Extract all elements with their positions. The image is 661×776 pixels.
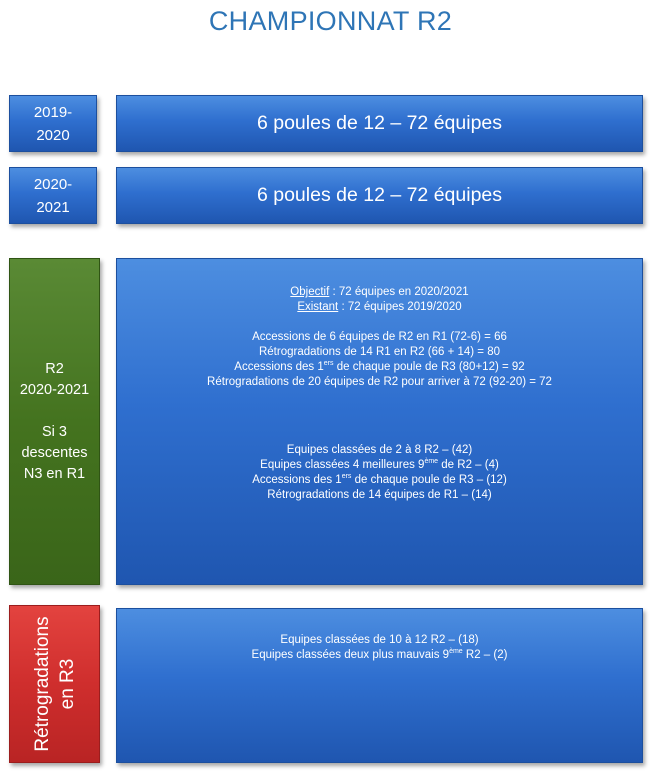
poules-text: 6 poules de 12 – 72 équipes <box>256 112 503 134</box>
retro-r1-r2-line: Rétrogradations de 14 R1 en R2 (66 + 14) = 80 <box>258 346 501 358</box>
page-title: CHAMPIONNAT R2 <box>208 6 453 36</box>
r2-scenario-label-box <box>9 258 100 585</box>
label-line: R2 <box>45 360 64 377</box>
existant-line <box>297 300 461 315</box>
objectif-line <box>290 285 468 300</box>
classees-2-8-line: Equipes classées de 2 à 8 R2 – (42) <box>286 444 473 456</box>
poules-text: 6 poules de 12 – 72 équipes <box>256 184 503 206</box>
year-line: 2019- <box>33 103 73 121</box>
retro-20-line: Rétrogradations de 20 équipes de R2 pour arriver à 72 (92-20) = 72 <box>207 376 552 388</box>
year-box-2020-2021 <box>9 167 97 224</box>
acc-r3-line: Accessions des 1ers de chaque poule de R3 – (12) <box>252 473 507 486</box>
year-line: 2020 <box>36 126 70 144</box>
retro-14-r1-line: Rétrogradations de 14 équipes de R1 – (14) <box>267 489 492 501</box>
accessions-r3-line: Accessions des 1ers de chaque poule de R3 (80+12) = 92 <box>234 360 525 373</box>
objectif-value: : 72 équipes en 2020/2021 <box>329 286 469 298</box>
mauvais-9eme-line: Equipes classées deux plus mauvais 9ème R2 – (2) <box>251 648 508 661</box>
content-box-2019-2020 <box>116 95 643 152</box>
r2-calculation-box <box>116 258 643 585</box>
retrogradations-label: Rétrogradations en R3 <box>31 616 78 752</box>
label-line: descentes <box>21 444 88 461</box>
label-line: Si 3 <box>42 423 67 440</box>
year-line: 2020- <box>33 175 73 193</box>
label-line: N3 en R1 <box>23 465 86 482</box>
year-box-2019-2020 <box>9 95 97 152</box>
retrogradations-box <box>116 608 643 763</box>
meilleures-9eme-line: Equipes classées 4 meilleures 9ème de R2 – (4) <box>260 458 499 471</box>
existant-value: : 72 équipes 2019/2020 <box>338 301 462 313</box>
existant-label: Existant <box>297 301 339 313</box>
year-line: 2021 <box>36 198 70 216</box>
objectif-label: Objectif <box>290 286 330 298</box>
classees-10-12-line: Equipes classées de 10 à 12 R2 – (18) <box>280 634 479 646</box>
retrogradations-r3-label-box <box>9 605 100 763</box>
accessions-r2-r1-line: Accessions de 6 équipes de R2 en R1 (72-6) = 66 <box>252 331 507 343</box>
content-box-2020-2021 <box>116 167 643 224</box>
label-line: 2020-2021 <box>19 381 90 398</box>
